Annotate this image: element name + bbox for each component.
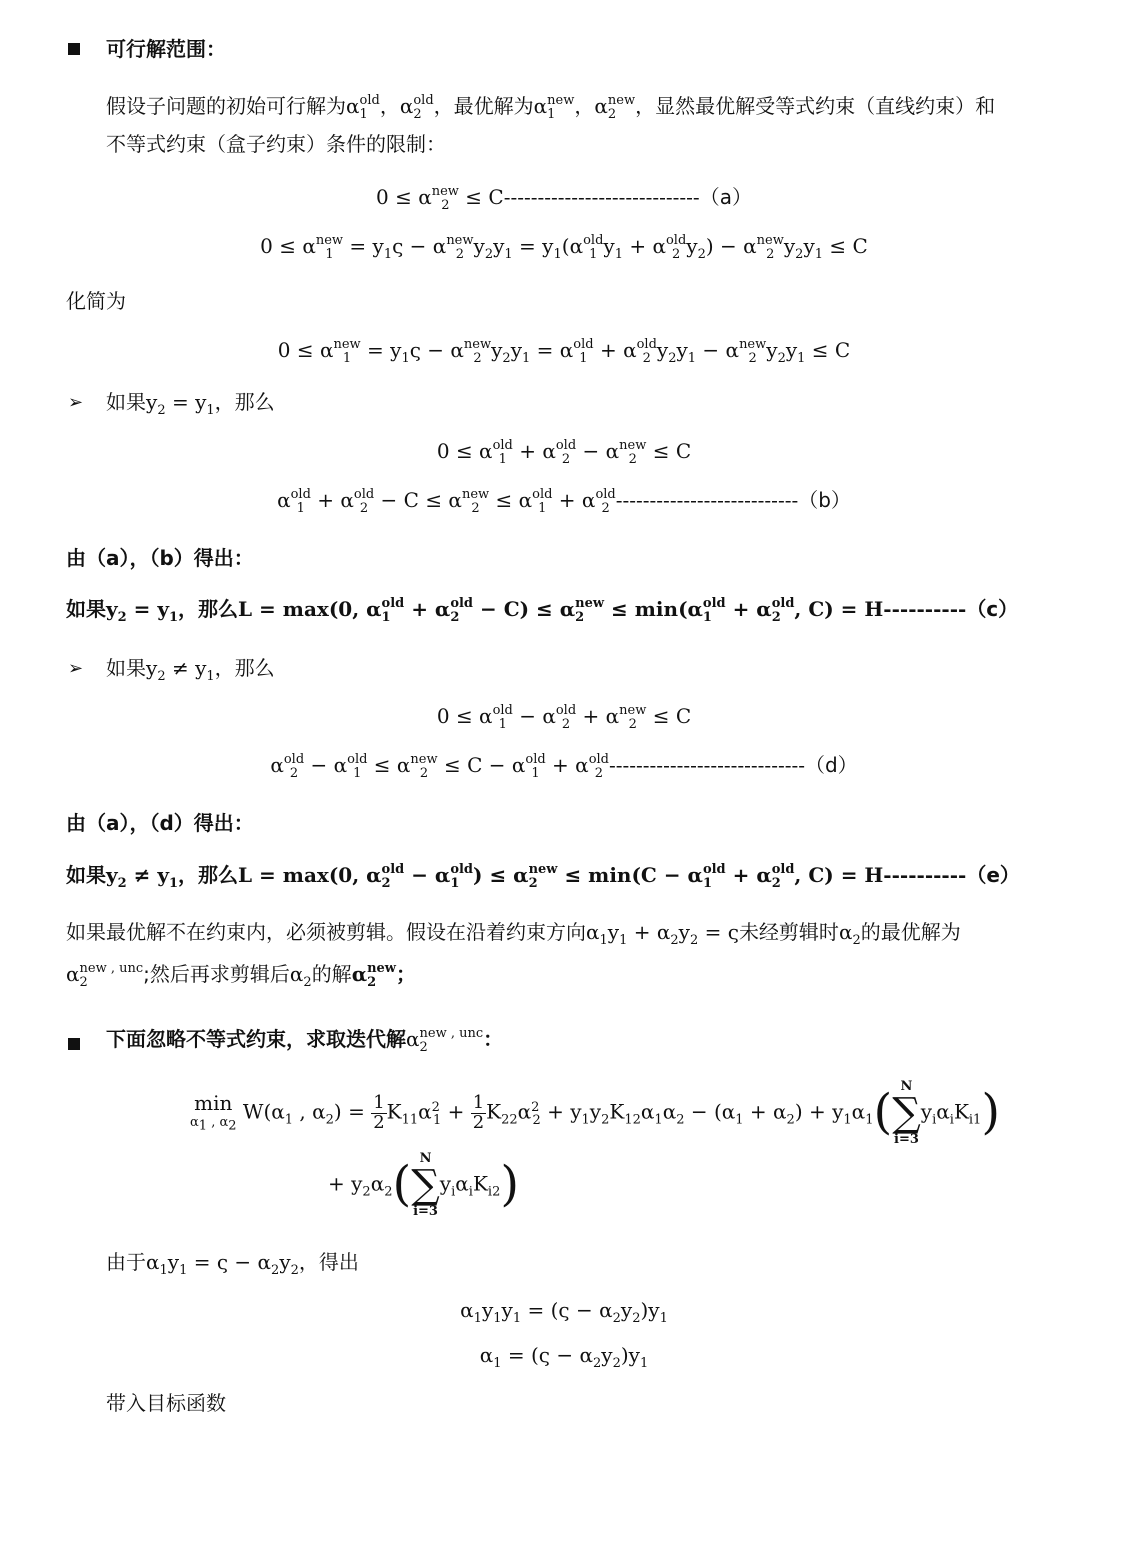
intro-line-2: 不等式约束（盒子约束）条件的限制： [106,132,446,156]
equation-a: 0 ≤ α new 2 ≤ C-----------------------------（a） [376,184,752,213]
substitute-label: 带入目标函数 [106,1391,226,1415]
objective-function-line-1: min $\alpha_1$ , $\alpha_2$ $W(\alpha_1$ , $\alpha_2$) = $\frac{1}{2}$ $K_{11}\alpha^2_1$ + $\frac{1}{2}$ $K_{22}\alpha^2_2 + y_1y_2K_{12}\alpha_1\alpha_2 - (\alpha_1 + \alpha_2) + y_1\alpha_1$( N ∑ i=3 $y_i\alpha_iK_{i1}$) [190,1079,1001,1147]
arrow-bullet-icon: ➢ [68,392,84,413]
case-unequal-labels: 如果$y_2 \ne y_1$，那么 [106,656,275,684]
since-line: 由于$\alpha_1y_1 = \varsigma - \alpha_2y_2$，得出 [106,1250,359,1278]
section-heading-unconstrained: 下面忽略不等式约束，求取迭代解α new , unc 2 ： [106,1026,504,1055]
result-e: 如果$y_2 \ne y_1$，那么L = max(0, α old 2 − α old 1 ) ≤ α new 2 ≤ min(C − α old 1 + α old 2 , C) = H----------（e） [66,862,1020,892]
equation-d: α old 2 − α old 1 ≤ α new 2 ≤ C − α old 1 + α old 2 -----------------------------（d） [270,752,858,781]
clip-paragraph-line-1: 如果最优解不在约束内，必须被剪辑。假设在沿着约束方向$\alpha_1y_1 + \alpha_2y_2 = \varsigma$未经剪辑时$\alpha_2$的最优解为 [66,920,961,948]
equation-case2-ineq: 0 ≤ α old 1 − α old 2 + α new 2 ≤ C [436,703,692,732]
intro-line-1: 假设子问题的初始可行解为α old 1 ，α old 2 ，最优解为α new 1 ，α new 2 ，显然最优解受等式约束（直线约束）和 [106,93,996,122]
from-ab-heading: 由（a），（b）得出： [66,546,254,570]
case-equal-labels: 如果$y_2 = y_1$，那么 [106,390,275,418]
bullet-square-icon [68,43,80,55]
bullet-square-icon [68,1038,80,1050]
equation-alpha1: $\alpha_1 = (\varsigma - \alpha_2y_2)y_1$ [479,1343,649,1371]
equation-case1-ineq: 0 ≤ α old 1 + α old 2 − α new 2 ≤ C [436,438,692,467]
result-c: 如果$y_2 = y_1$，那么L = max(0, α old 1 + α old 2 − C) ≤ α new 2 ≤ min(α old 1 + α old 2 , C) = H----------（c） [66,596,1019,626]
from-ad-heading: 由（a），（d）得出： [66,811,254,835]
objective-function-line-2: + $y_2\alpha_2$( N ∑ i=3 $y_i\alpha_iK_{i2}$) [328,1151,520,1219]
equation-alpha1-bound: 0 ≤ α new 1 = $y_1\varsigma - \alpha$ new 2 $y_2y_1 = y_1(\alpha$ old 1 $y_1 + \alpha$ old 2 $y_2) - \alpha$ new 2 $y_2y_1 \le C$ [260,233,868,263]
arrow-bullet-icon: ➢ [68,658,84,679]
section-heading-feasible-range: 可行解范围： [106,37,226,61]
equation-b: α old 1 + α old 2 − C ≤ α new 2 ≤ α old 1 + α old 2 ---------------------------（b） [277,487,851,516]
simplify-label: 化简为 [66,289,126,313]
equation-simplified: 0 ≤ α new 1 = $y_1\varsigma - \alpha$ new 2 $y_2y_1 = \alpha$ old 1 + α old 2 $y_2y_1 - \alpha$ new 2 $y_2y_1 \le C$ [277,337,851,367]
clip-paragraph-line-2: α new , unc 2 ;然后再求剪辑后$\alpha_2$的解α new 2 ； [66,961,416,991]
equation-alpha1-y1-y1: $\alpha_1y_1y_1 = (\varsigma - \alpha_2y_2)y_1$ [460,1298,668,1326]
